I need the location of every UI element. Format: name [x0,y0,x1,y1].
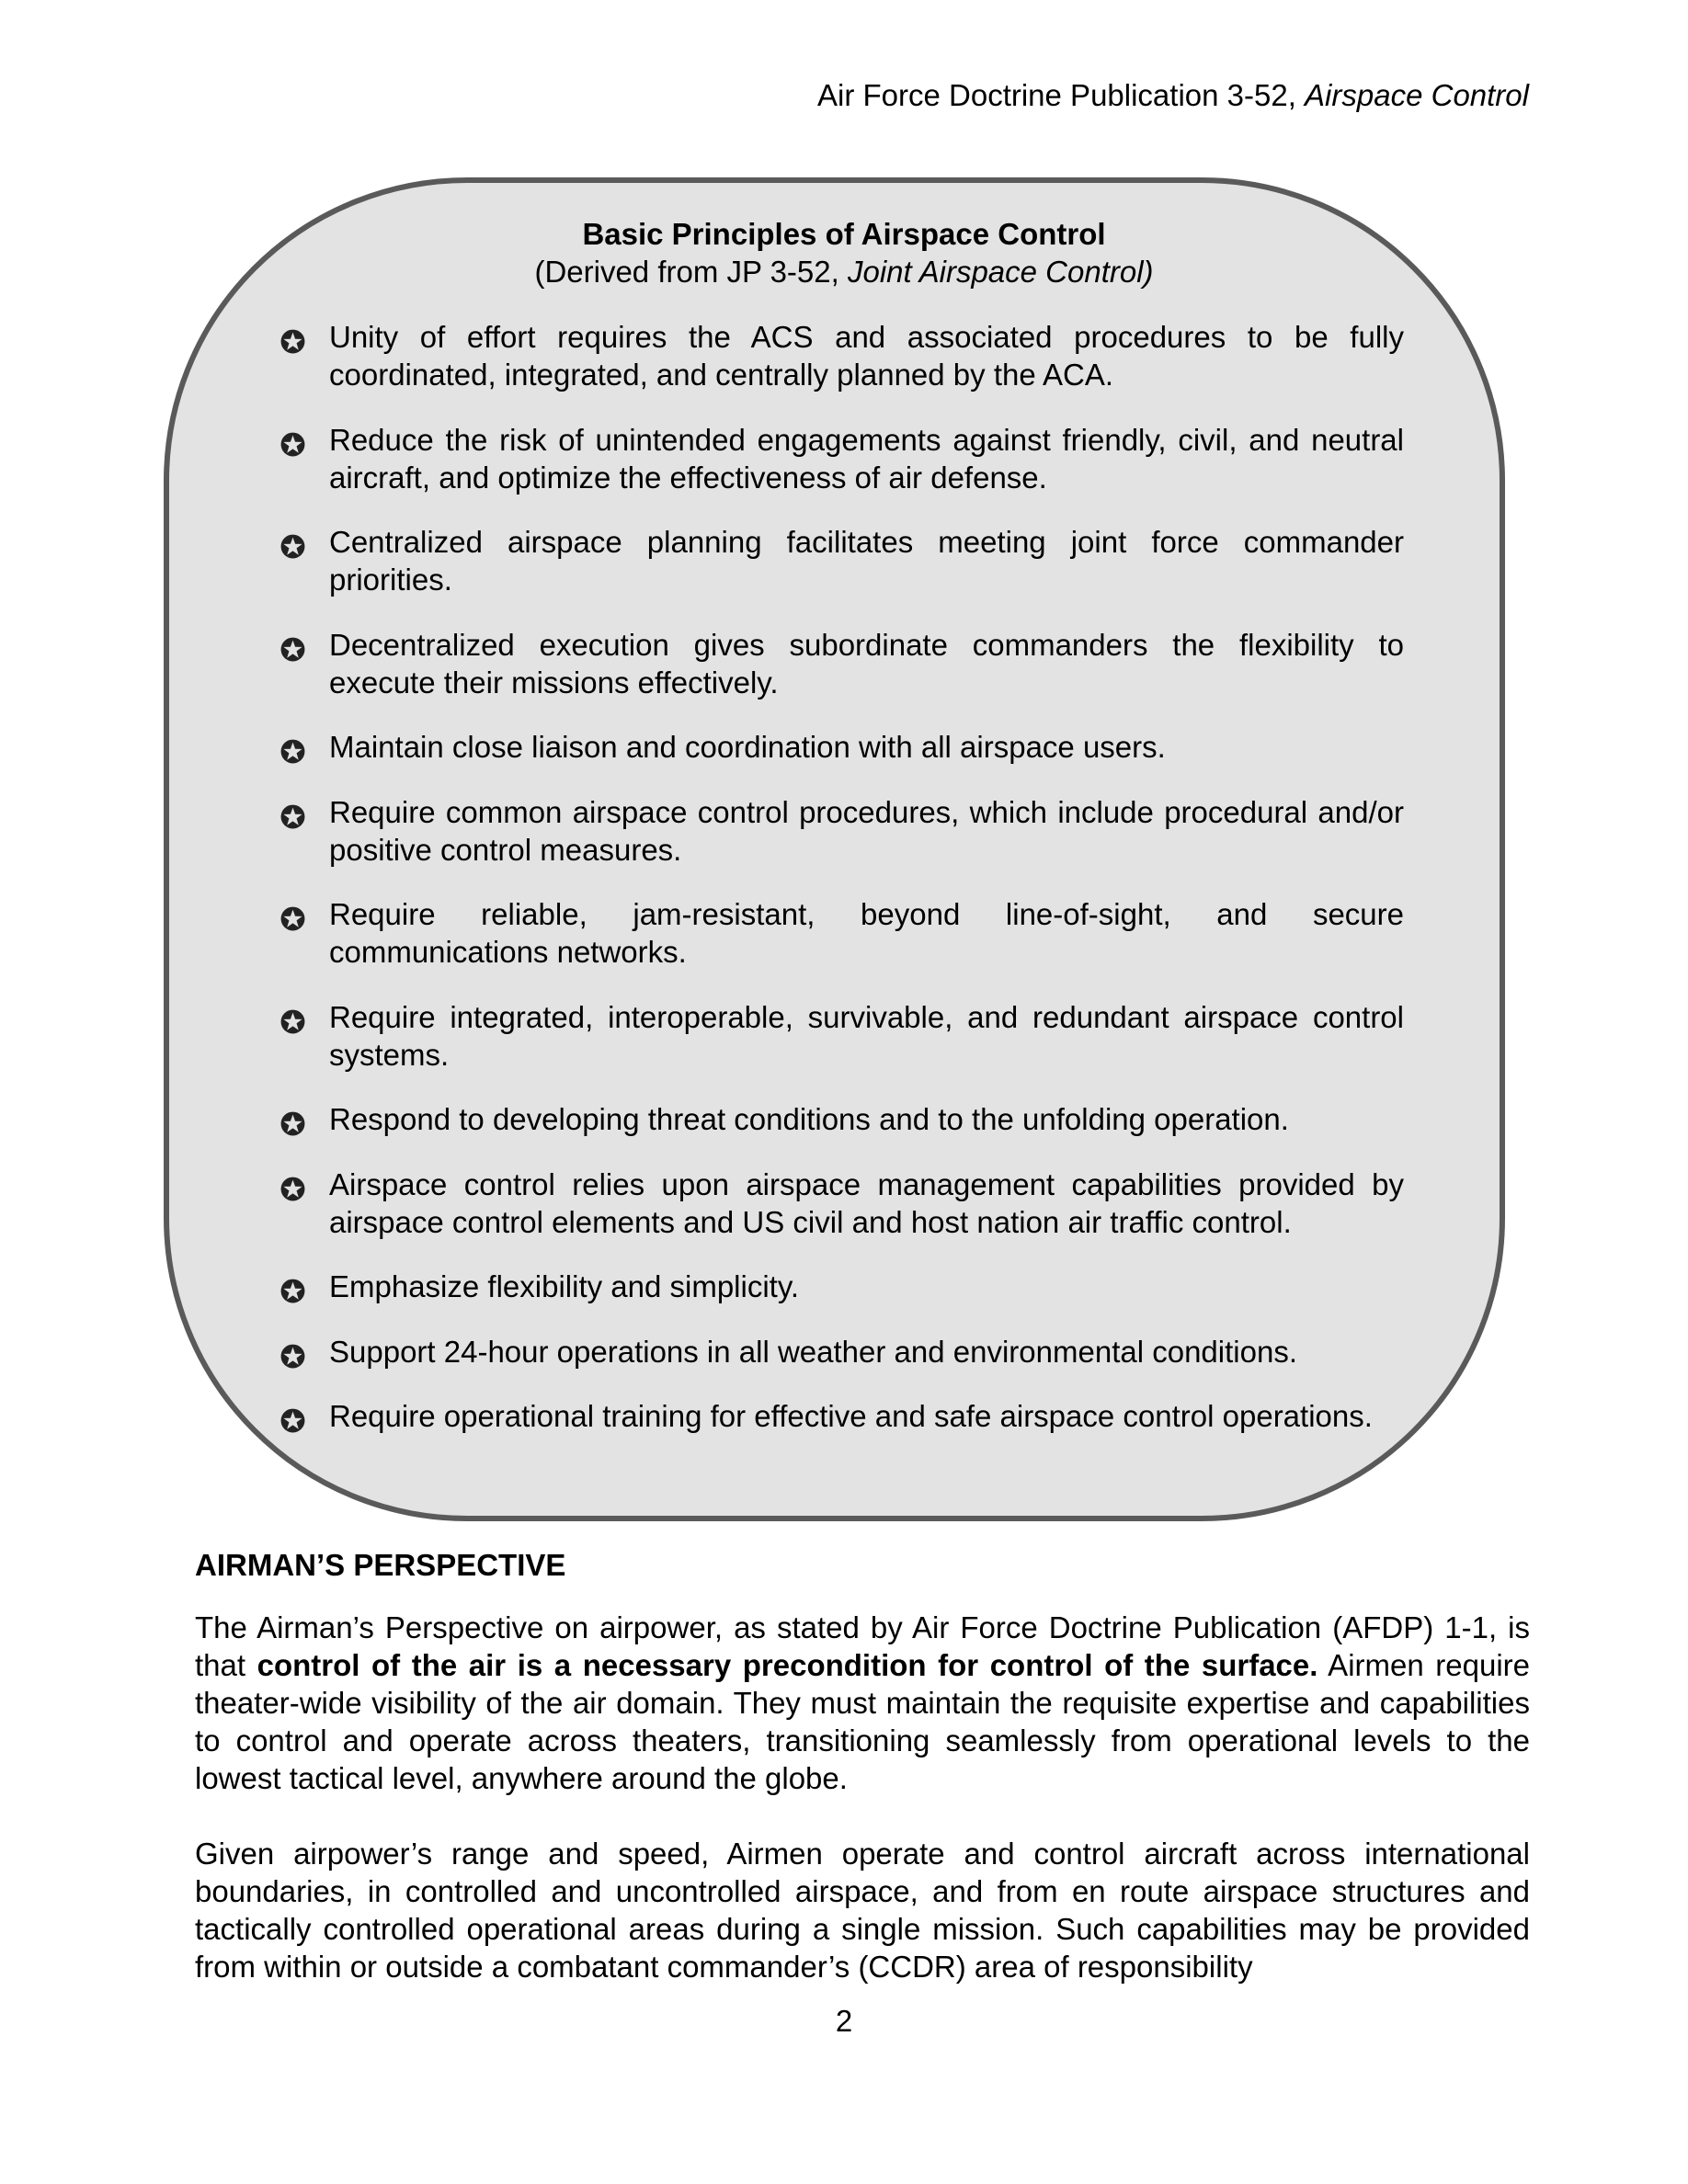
star-circle-icon [280,427,305,452]
principle-text: Require integrated, interoperable, survivable, and redundant airspace control systems. [329,999,1404,1072]
principle-text: Reduce the risk of unintended engagements against friendly, civil, and neutral aircraft, and optimize the effectiveness of air defense. [329,422,1404,495]
principle-text: Require reliable, jam-resistant, beyond line-of-sight, and secure communications networks. [329,897,1404,969]
star-circle-icon [280,1107,305,1132]
principle-text: Decentralized execution gives subordinate commanders the flexibility to execute their missions effectively. [329,627,1404,700]
star-circle-icon [280,1274,305,1299]
principle-text: Unity of effort requires the ACS and associated procedures to be fully coordinated, integrated, and centrally planned by the ACA. [329,320,1404,392]
star-circle-icon [280,1005,305,1029]
principle-item [280,793,1404,869]
star-circle-icon [280,734,305,759]
principle-item [280,626,1404,701]
star-circle-icon [280,1404,305,1428]
p1-text-b: Airmen require theater-wide visibility of the air domain. They must maintain the requisite expertise and capabilities to control and operate across theaters, transitioning seamlessly from operational levels to the lowest tactical level, anywhere around the globe. [195,1648,1530,1795]
star-circle-icon [280,1339,305,1364]
section-heading: AIRMAN’S PERSPECTIVE [195,1548,566,1582]
p1-text-a: The Airman’s Perspective on airpower, as stated by Air Force Doctrine Publication (AFDP) 1-1, is that [195,1610,1530,1682]
star-circle-icon [280,1172,305,1197]
star-circle-icon [280,529,305,554]
principles-list [280,318,1404,1462]
principle-text: Require common airspace control procedures, which include procedural and/or positive control measures. [329,794,1404,867]
principle-item [280,728,1404,766]
subtitle-italic: Joint Airspace Control) [847,255,1154,289]
header-prefix: Air Force Doctrine Publication 3-52, [816,78,1306,112]
principle-text: Require operational training for effective and safe airspace control operations. [329,1399,1373,1433]
principle-item [280,1397,1404,1435]
principle-text: Maintain close liaison and coordination with all airspace users. [329,730,1166,764]
running-header [817,77,1529,114]
p1-bold: control of the air is a necessary precondition for control of the surface. [257,1648,1318,1682]
box-title: Basic Principles of Airspace Control [582,217,1106,251]
principle-text: Respond to developing threat conditions and to the unfolding operation. [329,1102,1289,1136]
star-circle-icon [280,800,305,825]
principle-item [280,1333,1404,1371]
principle-text: Airspace control relies upon airspace management capabilities provided by airspace control elements and US civil and host nation air traffic control. [329,1166,1404,1239]
principle-text: Centralized airspace planning facilitates meeting joint force commander priorities. [329,525,1404,597]
box-subtitle [0,253,1688,290]
principle-item [280,895,1404,971]
principle-item [280,998,1404,1074]
page-number: 2 [835,2004,853,2038]
principle-item [280,1268,1404,1305]
principle-item [280,523,1404,598]
header-title: Airspace Control [1305,78,1529,112]
principle-text: Emphasize flexibility and simplicity. [329,1269,800,1303]
subtitle-prefix: (Derived from JP 3-52, [534,255,848,289]
paragraph-2: Given airpower’s range and speed, Airmen operate and control aircraft across international boundaries, in controlled and uncontrolled airspace, and from en route airspace structures and tactically controlled operational areas during a single mission. Such capabilities may be provided from within or outside a combatant commander’s (CCDR) area of responsibility [195,1837,1530,1984]
star-circle-icon [280,324,305,349]
principle-item [280,1100,1404,1138]
principle-item [280,1166,1404,1241]
paragraph-1 [195,1609,1530,1797]
principle-item [280,421,1404,496]
principle-text: Support 24-hour operations in all weather and environmental conditions. [329,1334,1297,1369]
star-circle-icon [280,902,305,927]
star-circle-icon [280,632,305,657]
principle-item [280,318,1404,393]
